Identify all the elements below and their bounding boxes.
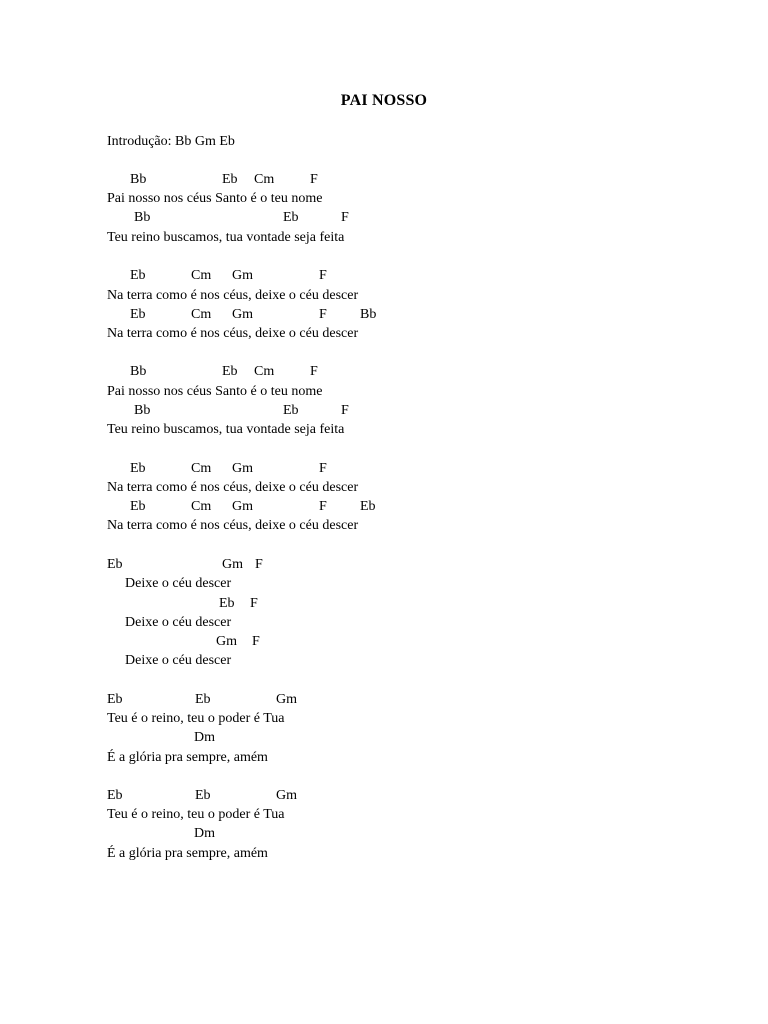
- chord: Gm: [232, 307, 253, 322]
- chord: Gm: [222, 557, 243, 572]
- chord: F: [319, 307, 327, 322]
- chord: Cm: [191, 268, 212, 283]
- lyric-text: Na terra como é nos céus, deixe o céu descer: [107, 326, 359, 341]
- chord: Bb: [134, 210, 151, 225]
- chord: F: [255, 557, 263, 572]
- chord: F: [319, 461, 327, 476]
- chord: Eb: [107, 788, 123, 803]
- chord: Eb: [107, 557, 123, 572]
- chord: F: [250, 596, 258, 611]
- lyric-text: Teu reino buscamos, tua vontade seja feita: [107, 230, 345, 245]
- chord: Eb: [107, 692, 123, 707]
- lyric-text: Na terra como é nos céus, deixe o céu descer: [107, 518, 359, 533]
- chord: F: [319, 268, 327, 283]
- chord: F: [341, 403, 349, 418]
- chord: Cm: [191, 307, 212, 322]
- lyric-text: Deixe o céu descer: [125, 576, 232, 591]
- lyric-text: Pai nosso nos céus Santo é o teu nome: [107, 191, 323, 206]
- chord: Eb: [130, 268, 146, 283]
- chord: Bb: [134, 403, 151, 418]
- lyric-text: Deixe o céu descer: [125, 653, 232, 668]
- lyric-text: Na terra como é nos céus, deixe o céu descer: [107, 288, 359, 303]
- chord: Cm: [191, 461, 212, 476]
- chord: Dm: [194, 730, 215, 745]
- chord: Dm: [194, 826, 215, 841]
- chord: Cm: [191, 499, 212, 514]
- chord: Gm: [232, 268, 253, 283]
- chord: Eb: [130, 461, 146, 476]
- chord: Bb: [130, 172, 147, 187]
- chord: F: [341, 210, 349, 225]
- lyric-text: Na terra como é nos céus, deixe o céu descer: [107, 480, 359, 495]
- chord: Eb: [130, 307, 146, 322]
- chord: Gm: [232, 461, 253, 476]
- chord: Bb: [130, 364, 147, 379]
- chord: F: [310, 172, 318, 187]
- chord: Eb: [195, 788, 211, 803]
- lyric-text: É a glória pra sempre, amém: [107, 750, 268, 765]
- chord: Eb: [283, 210, 299, 225]
- lyric-text: Teu é o reino, teu o poder é Tua: [107, 807, 285, 822]
- chord: Gm: [216, 634, 237, 649]
- lyric-text: Teu reino buscamos, tua vontade seja feita: [107, 422, 345, 437]
- chord: Cm: [254, 364, 275, 379]
- song-title: PAI NOSSO: [340, 92, 428, 109]
- lyric-text: É a glória pra sempre, amém: [107, 846, 268, 861]
- chord: F: [310, 364, 318, 379]
- chord: Eb: [222, 364, 238, 379]
- chord: Bb: [360, 307, 377, 322]
- lyric-text: Deixe o céu descer: [125, 615, 232, 630]
- lyric-text: Teu é o reino, teu o poder é Tua: [107, 711, 285, 726]
- intro-text: Introdução: Bb Gm Eb: [107, 134, 235, 149]
- chord: F: [319, 499, 327, 514]
- chord: Gm: [276, 692, 297, 707]
- chord: Eb: [130, 499, 146, 514]
- chord: Gm: [276, 788, 297, 803]
- lyric-text: Pai nosso nos céus Santo é o teu nome: [107, 384, 323, 399]
- chord: Eb: [222, 172, 238, 187]
- chord: Eb: [360, 499, 376, 514]
- chord: Eb: [195, 692, 211, 707]
- chord: Eb: [283, 403, 299, 418]
- chord: Gm: [232, 499, 253, 514]
- chord: Cm: [254, 172, 275, 187]
- chord: F: [252, 634, 260, 649]
- chord: Eb: [219, 596, 235, 611]
